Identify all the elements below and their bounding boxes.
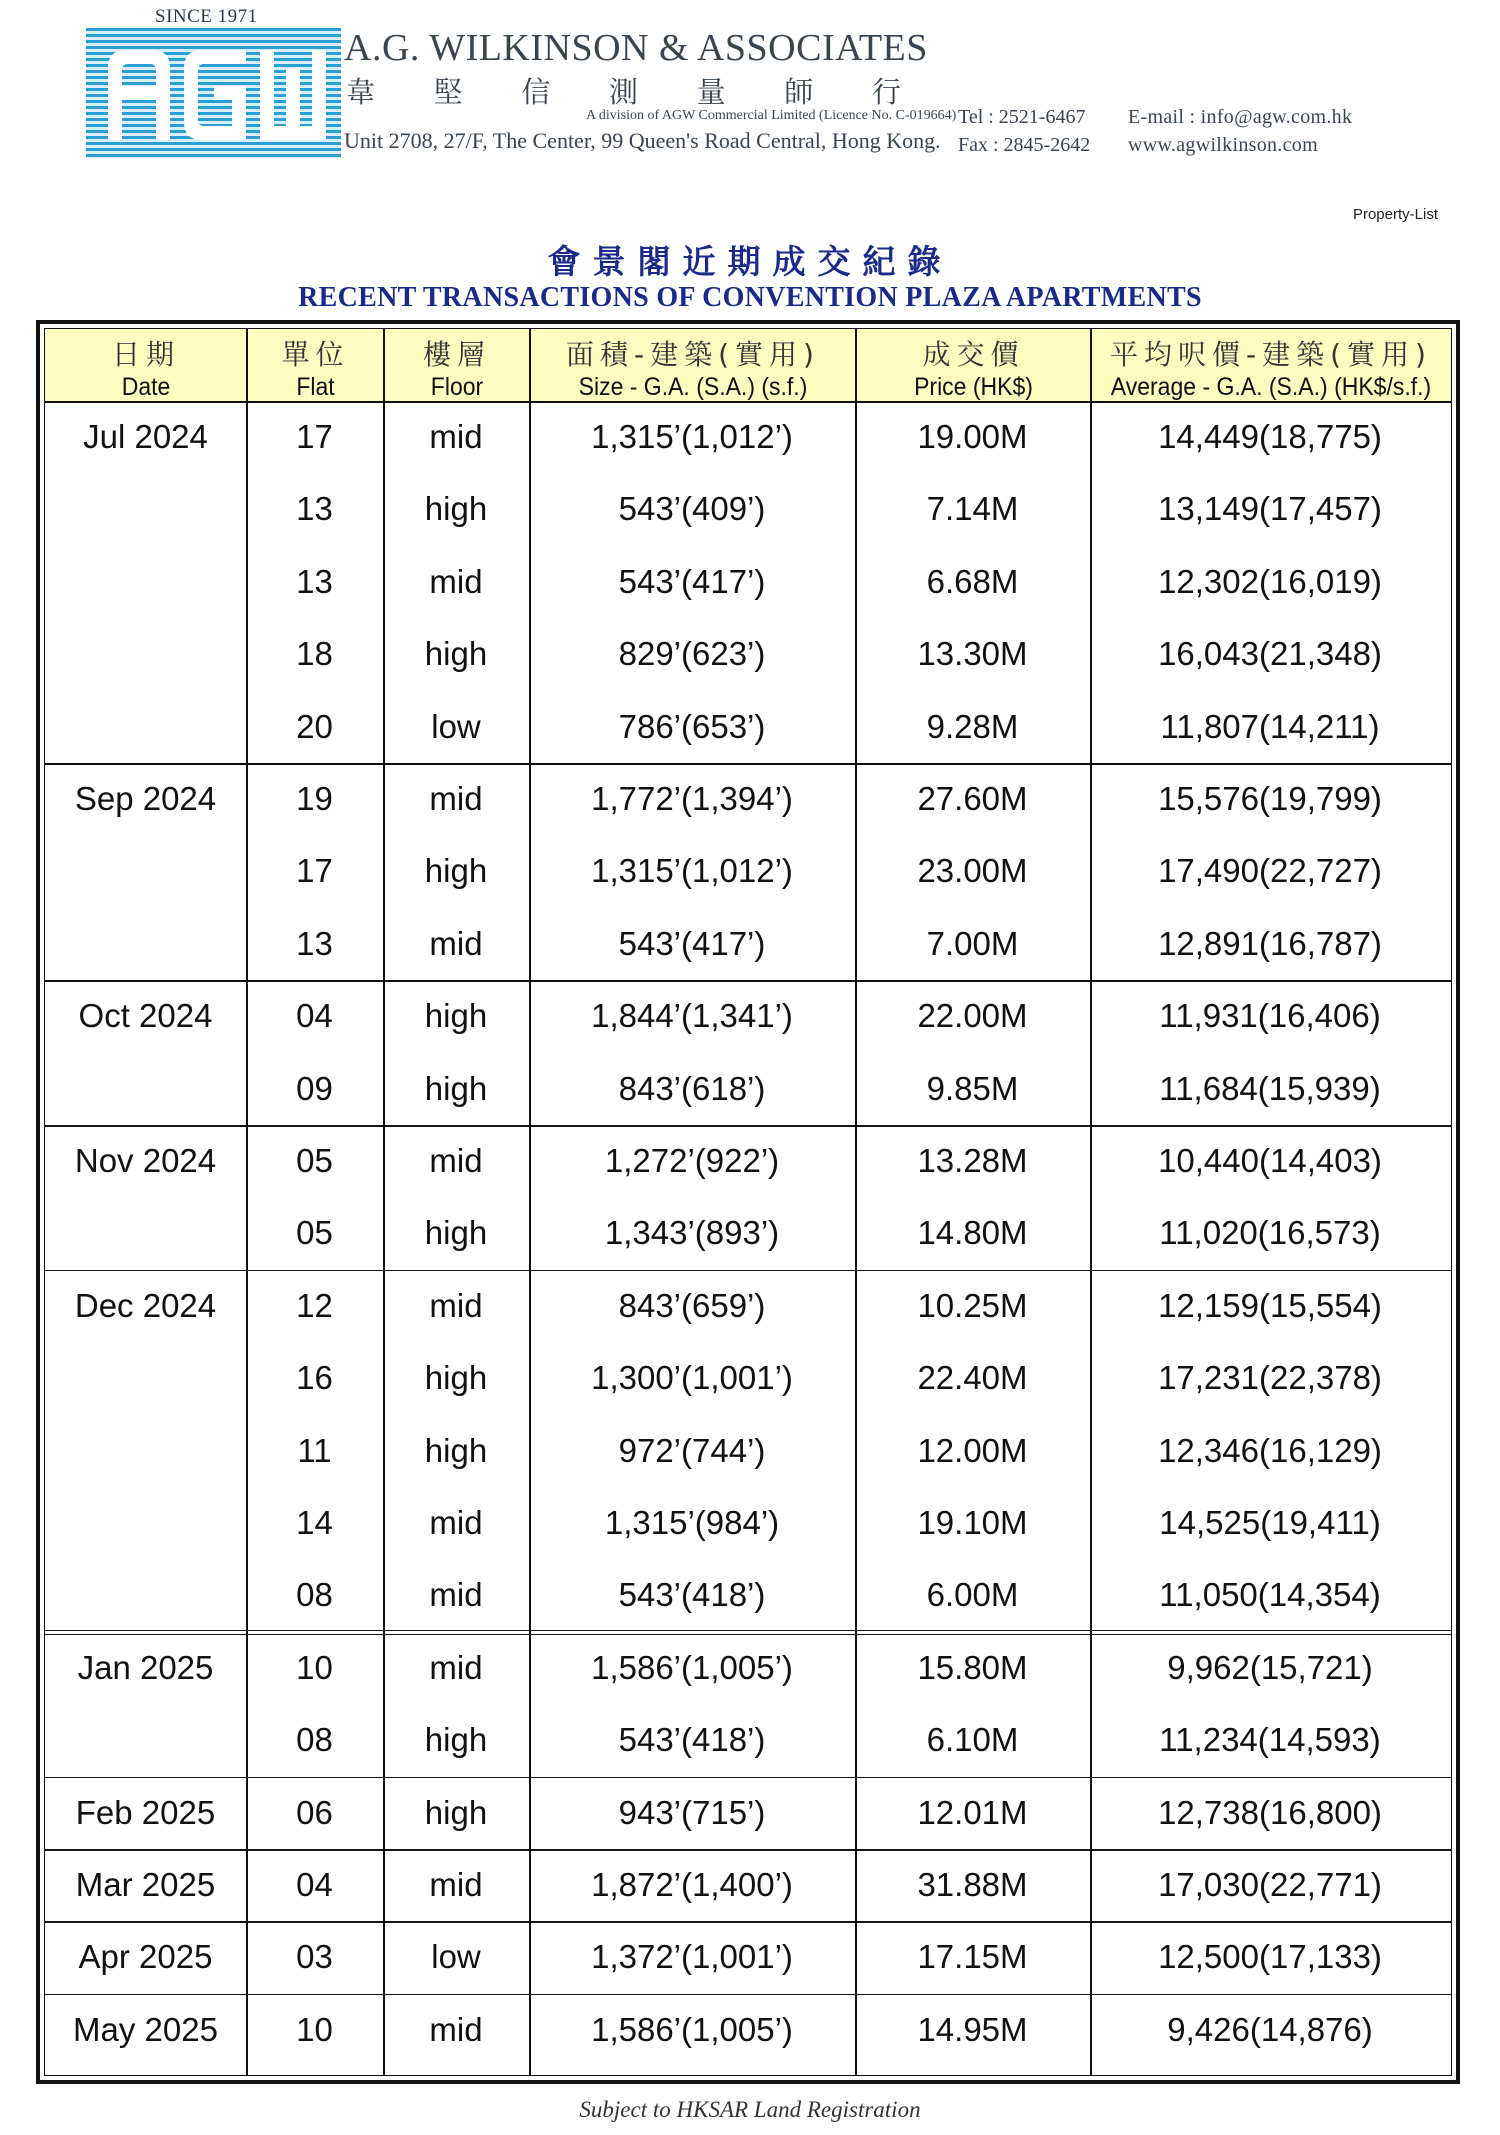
floor-cell: low — [431, 1938, 481, 1976]
firm-chinese-char: 信 — [521, 75, 551, 109]
size-cell: 972’(744’) — [618, 1431, 766, 1469]
column-header-average — [1091, 329, 1451, 401]
column-header-en: Flat — [296, 373, 335, 401]
date-cell: Jul 2024 — [83, 418, 208, 455]
date-cell: Apr 2025 — [78, 1938, 213, 1976]
average-cell: 16,043(21,348) — [1158, 635, 1382, 673]
floor-cell: mid — [429, 1504, 483, 1541]
address: Unit 2708, 27/F, The Center, 99 Queen's Road Central, Hong Kong. — [344, 128, 941, 153]
floor-cell: mid — [429, 562, 483, 600]
size-cell: 1,586’(1,005’) — [591, 2010, 793, 2048]
column-header-en: Date — [121, 373, 171, 401]
firm-chinese-char: 行 — [871, 75, 901, 109]
email-link[interactable]: E-mail : info@agw.com.hk — [1128, 106, 1353, 128]
size-cell: 786’(653’) — [618, 707, 766, 745]
title-chinese: 會景閣近期成交紀錄 — [547, 242, 953, 281]
column-header-size — [530, 329, 856, 401]
average-cell: 11,050(14,354) — [1159, 1576, 1381, 1614]
price-cell: 12.00M — [917, 1431, 1028, 1469]
date-cell: Oct 2024 — [78, 997, 213, 1035]
firm-chinese-char: 韋 — [346, 75, 376, 109]
average-cell: 12,346(16,129) — [1158, 1431, 1382, 1469]
column-header-cn: 單位 — [281, 338, 350, 371]
flat-cell: 04 — [296, 997, 333, 1035]
flat-cell: 17 — [296, 418, 333, 455]
size-cell: 1,343’(893’) — [604, 1214, 780, 1252]
floor-cell: mid — [429, 924, 483, 962]
flat-cell: 13 — [296, 924, 333, 962]
fax: Fax : 2845-2642 — [958, 134, 1091, 156]
column-header-flat — [247, 329, 384, 401]
size-cell: 843’(659’) — [618, 1286, 766, 1324]
price-cell: 13.28M — [917, 1142, 1028, 1179]
price-cell: 17.15M — [917, 1938, 1028, 1976]
price-cell: 14.80M — [917, 1214, 1028, 1252]
telephone: Tel : 2521-6467 — [958, 106, 1086, 128]
column-header-floor — [384, 329, 530, 401]
firm-chinese-char: 測 — [608, 75, 638, 109]
size-cell: 1,315’(1,012’) — [591, 852, 793, 890]
size-cell: 843’(618’) — [618, 1069, 766, 1107]
date-cell: Dec 2024 — [74, 1286, 217, 1324]
price-cell: 14.95M — [917, 2010, 1028, 2048]
column-header-price — [856, 329, 1091, 401]
average-cell: 12,891(16,787) — [1158, 924, 1382, 962]
column-header-date — [45, 329, 247, 401]
size-cell: 1,300’(1,001’) — [591, 1359, 793, 1397]
flat-cell: 10 — [296, 1648, 333, 1686]
average-cell: 11,807(14,211) — [1160, 707, 1380, 745]
size-cell: 1,586’(1,005’) — [591, 1648, 793, 1686]
average-cell: 10,440(14,403) — [1158, 1142, 1382, 1179]
price-cell: 6.00M — [926, 1576, 1019, 1614]
price-cell: 12.01M — [917, 1793, 1028, 1831]
size-cell: 1,872’(1,400’) — [591, 1866, 793, 1903]
firm-name: A.G. WILKINSON & ASSOCIATES — [344, 27, 928, 69]
date-cell: May 2025 — [73, 2010, 218, 2048]
size-cell: 1,844’(1,341’) — [591, 997, 793, 1035]
size-cell: 1,315’(1,012’) — [591, 418, 793, 455]
price-cell: 22.40M — [917, 1359, 1028, 1397]
flat-cell: 13 — [296, 490, 333, 528]
average-cell: 13,149(17,457) — [1158, 490, 1382, 528]
average-cell: 11,234(14,593) — [1159, 1721, 1381, 1759]
flat-cell: 17 — [296, 852, 333, 890]
firm-chinese-char: 量 — [696, 75, 726, 109]
price-cell: 9.85M — [926, 1069, 1019, 1107]
floor-cell: mid — [429, 1576, 483, 1614]
size-cell: 1,772’(1,394’) — [591, 780, 793, 817]
size-cell: 829’(623’) — [618, 635, 766, 673]
average-cell: 14,449(18,775) — [1158, 418, 1382, 455]
size-cell: 543’(409’) — [618, 490, 766, 528]
phone-fax-block — [958, 103, 1090, 159]
size-cell: 1,372’(1,001’) — [591, 1938, 793, 1976]
letterhead — [0, 0, 1500, 170]
price-cell: 19.00M — [917, 418, 1028, 455]
price-cell: 23.00M — [917, 852, 1028, 890]
average-cell: 12,738(16,800) — [1158, 1793, 1382, 1831]
flat-cell: 09 — [296, 1069, 333, 1107]
price-cell: 7.00M — [926, 924, 1019, 962]
flat-cell: 06 — [296, 1793, 333, 1831]
floor-cell: high — [424, 635, 488, 673]
price-cell: 6.10M — [926, 1721, 1019, 1759]
column-header-cn: 面積-建築(實用) — [566, 338, 820, 371]
title-english: RECENT TRANSACTIONS OF CONVENTION PLAZA APARTMENTS — [298, 282, 1202, 313]
average-cell: 11,020(16,573) — [1159, 1214, 1381, 1252]
size-cell: 543’(417’) — [618, 562, 766, 600]
firm-chinese-char: 堅 — [433, 75, 463, 109]
average-cell: 12,500(17,133) — [1158, 1938, 1382, 1976]
flat-cell: 12 — [296, 1286, 333, 1324]
price-cell: 10.25M — [917, 1286, 1028, 1324]
floor-cell: high — [424, 852, 488, 890]
floor-cell: low — [431, 707, 481, 745]
division-note: A division of AGW Commercial Limited (Licence No. C-019664) — [586, 108, 957, 123]
average-cell: 15,576(19,799) — [1158, 780, 1382, 817]
flat-cell: 20 — [296, 707, 333, 745]
floor-cell: high — [424, 1069, 488, 1107]
average-cell: 17,490(22,727) — [1158, 852, 1382, 890]
average-cell: 9,426(14,876) — [1167, 2010, 1373, 2048]
size-cell: 943’(715’) — [618, 1793, 766, 1831]
firm-chinese-name — [346, 70, 901, 111]
price-cell: 22.00M — [917, 997, 1028, 1035]
since-label: SINCE 1971 — [155, 6, 258, 27]
flat-cell: 04 — [296, 1866, 333, 1903]
size-cell: 543’(418’) — [618, 1576, 766, 1614]
column-header-cn: 平均呎價-建築(實用) — [1110, 338, 1432, 371]
table-header — [45, 329, 1451, 403]
average-cell: 11,931(16,406) — [1159, 997, 1381, 1035]
price-cell: 31.88M — [917, 1866, 1028, 1903]
flat-cell: 03 — [296, 1938, 333, 1976]
date-cell: Mar 2025 — [75, 1866, 216, 1903]
floor-cell: high — [424, 997, 488, 1035]
price-cell: 15.80M — [917, 1648, 1028, 1686]
average-cell: 17,030(22,771) — [1158, 1866, 1382, 1903]
floor-cell: high — [424, 1214, 488, 1252]
flat-cell: 14 — [296, 1504, 333, 1541]
price-cell: 19.10M — [917, 1504, 1028, 1541]
floor-cell: mid — [429, 418, 483, 455]
column-header-cn: 成交價 — [922, 338, 1025, 371]
price-cell: 6.68M — [926, 562, 1019, 600]
flat-cell: 13 — [296, 562, 333, 600]
flat-cell: 05 — [296, 1214, 333, 1252]
flat-cell: 16 — [296, 1359, 333, 1397]
flat-cell: 10 — [296, 2010, 333, 2048]
date-cell: Nov 2024 — [74, 1142, 217, 1179]
floor-cell: high — [424, 1359, 488, 1397]
flat-cell: 18 — [296, 635, 333, 673]
footer-note: Subject to HKSAR Land Registration — [579, 2097, 921, 2122]
average-cell: 17,231(22,378) — [1158, 1359, 1382, 1397]
floor-cell: mid — [429, 1866, 483, 1903]
floor-cell: high — [424, 1721, 488, 1759]
flat-cell: 11 — [297, 1431, 332, 1469]
floor-cell: mid — [429, 1142, 483, 1179]
floor-cell: high — [424, 1431, 488, 1469]
agw-logo — [86, 28, 341, 158]
price-cell: 7.14M — [926, 490, 1019, 528]
flat-cell: 08 — [296, 1576, 333, 1614]
price-cell: 27.60M — [917, 780, 1028, 817]
flat-cell: 05 — [296, 1142, 333, 1179]
price-cell: 9.28M — [926, 707, 1019, 745]
column-header-cn: 日期 — [111, 338, 180, 371]
size-cell: 1,272’(922’) — [604, 1142, 780, 1179]
price-cell: 13.30M — [917, 635, 1028, 673]
average-cell: 12,159(15,554) — [1158, 1286, 1382, 1324]
floor-cell: mid — [429, 1286, 483, 1324]
property-list-label: Property-List — [1352, 206, 1438, 223]
floor-cell: mid — [429, 1648, 483, 1686]
average-cell: 12,302(16,019) — [1158, 562, 1382, 600]
column-header-en: Average - G.A. (S.A.) (HK$/s.f.) — [1110, 373, 1432, 401]
size-cell: 543’(417’) — [618, 924, 766, 962]
floor-cell: high — [424, 1793, 488, 1831]
column-header-en: Size - G.A. (S.A.) (s.f.) — [578, 373, 808, 401]
firm-chinese-char: 師 — [784, 75, 814, 109]
email-web-block — [1128, 103, 1352, 159]
column-header-cn: 樓層 — [422, 338, 491, 371]
size-cell: 1,315’(984’) — [604, 1504, 780, 1541]
floor-cell: high — [424, 490, 488, 528]
floor-cell: mid — [429, 780, 483, 817]
column-header-en: Floor — [430, 373, 484, 401]
size-cell: 543’(418’) — [618, 1721, 766, 1759]
column-header-en: Price (HK$) — [914, 373, 1033, 401]
website-link[interactable]: www.agwilkinson.com — [1128, 134, 1318, 156]
average-cell: 11,684(15,939) — [1159, 1069, 1381, 1107]
date-cell: Feb 2025 — [75, 1793, 216, 1831]
floor-cell: mid — [429, 2010, 483, 2048]
date-cell: Jan 2025 — [77, 1648, 214, 1686]
average-cell: 14,525(19,411) — [1159, 1504, 1381, 1541]
flat-cell: 08 — [296, 1721, 333, 1759]
date-cell: Sep 2024 — [74, 780, 217, 817]
flat-cell: 19 — [296, 780, 333, 817]
average-cell: 9,962(15,721) — [1167, 1648, 1373, 1686]
